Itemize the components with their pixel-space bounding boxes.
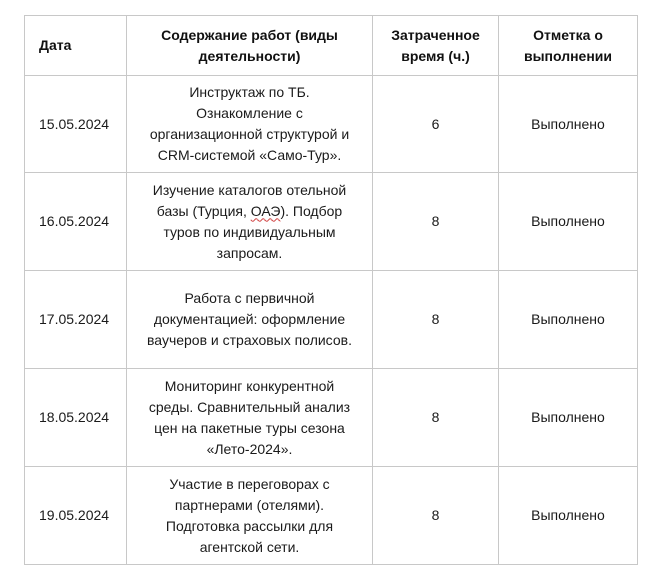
cell-content: Участие в переговорах с партнерами (отелями). Подготовка рассылки для агентской сети. [127,467,373,565]
cell-content: Мониторинг конкурентной среды. Сравнительный анализ цен на пакетные туры сезона «Лето-2024». [127,369,373,467]
content-text-before: Изучение каталогов отельной базы (Турция, [152,181,347,219]
cell-time: 6 [373,76,499,173]
cell-status: Выполнено [499,369,638,467]
cell-status: Выполнено [499,76,638,173]
cell-date: 19.05.2024 [25,467,127,565]
table-row [25,369,638,467]
header-status: Отметка о выполнении [499,16,638,76]
cell-status: Выполнено [499,467,638,565]
cell-date: 17.05.2024 [25,271,127,369]
cell-content: Инструктаж по ТБ. Ознакомление с организационной структурой и CRM-системой «Само-Тур». [127,76,373,173]
cell-time: 8 [373,467,499,565]
header-content: Содержание работ (виды деятельности) [127,16,373,76]
table-row [25,76,638,173]
table-row [25,467,638,565]
header-time: Затраченное время (ч.) [373,16,499,76]
cell-content: Работа с первичной документацией: оформление ваучеров и страховых полисов. [127,271,373,369]
header-date: Дата [25,16,127,76]
cell-status: Выполнено [499,271,638,369]
table-row [25,173,638,271]
work-log-table [24,15,638,565]
content-text-after: ). Подбор туров по индивидуальным запросам. [163,202,343,261]
cell-status: Выполнено [499,173,638,271]
cell-date: 16.05.2024 [25,173,127,271]
cell-time: 8 [373,369,499,467]
cell-content [127,173,373,271]
spellcheck-marked-word: ОАЭ [250,202,281,219]
table-row [25,271,638,369]
cell-time: 8 [373,173,499,271]
table-header-row [25,16,638,76]
cell-date: 18.05.2024 [25,369,127,467]
cell-time: 8 [373,271,499,369]
cell-date: 15.05.2024 [25,76,127,173]
